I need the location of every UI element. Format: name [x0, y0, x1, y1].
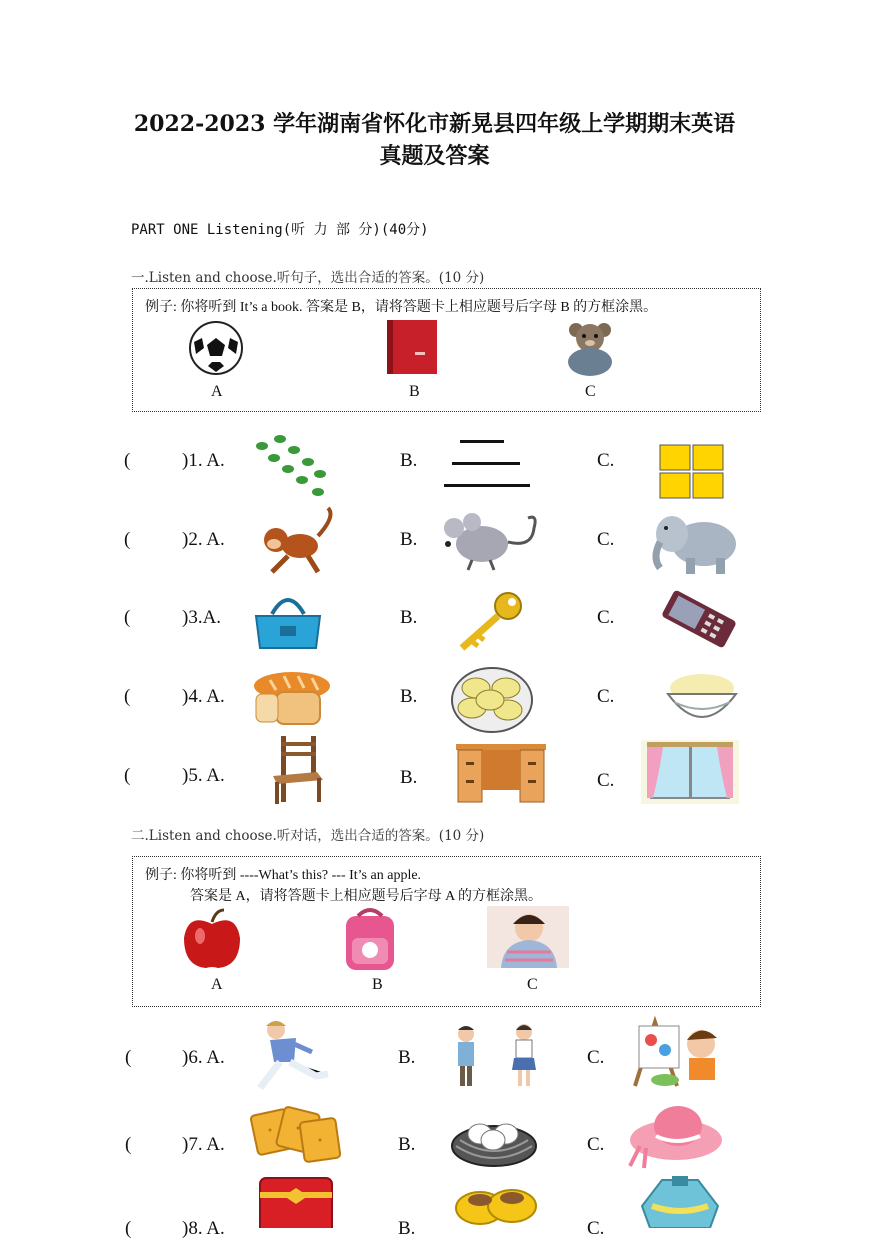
example1-label-c: C [585, 383, 596, 400]
book-image [385, 318, 439, 376]
answer-paren: ( [124, 607, 131, 628]
question-7-number: )7. A. [182, 1134, 225, 1155]
option-b-label: B. [400, 529, 418, 550]
answer-paren: ( [124, 765, 131, 786]
option-b-label: B. [400, 767, 418, 788]
baby-girl-image [487, 906, 569, 968]
sweater-image [638, 1176, 722, 1228]
example1-label-a: A [211, 383, 223, 400]
option-b-label: B. [400, 450, 418, 471]
handbag-image [250, 590, 326, 652]
option-c-label: C. [597, 529, 615, 550]
answer-paren: ( [125, 1218, 132, 1239]
question-4-number: )4. A. [182, 686, 225, 707]
window-image [641, 740, 739, 804]
example2-label-a: A [211, 976, 223, 993]
key-image [456, 590, 526, 654]
apple-image [180, 908, 244, 970]
section1-heading: 一.Listen and choose.听句子，选出合适的答案。(10 分) [131, 270, 485, 286]
question-2-number: )2. A. [182, 529, 225, 550]
option-b-label: B. [400, 686, 418, 707]
answer-paren: ( [124, 529, 131, 550]
option-c-label: C. [587, 1047, 605, 1068]
question-3-number: )3.A. [182, 607, 222, 628]
option-b-label: B. [398, 1134, 416, 1155]
question-6-number: )6. A. [182, 1047, 225, 1068]
desk-image [456, 744, 546, 804]
monkey-image [258, 506, 342, 576]
page-title-line2: 真题及答案 [379, 143, 490, 169]
example2-line2: 答案是 A，请将答题卡上相应题号后字母 A 的方框涂黑。 [190, 889, 542, 904]
option-b-label: B. [400, 607, 418, 628]
part-one-heading: PART ONE Listening(听 力 部 分)(40分) [131, 222, 429, 238]
option-c-label: C. [587, 1218, 605, 1239]
shoes-image [452, 1178, 540, 1228]
chair-image [265, 732, 331, 806]
elephant-image [646, 508, 746, 578]
example2-line1: 例子: 你将听到 ----What’s this? --- It’s an apple. [145, 868, 422, 883]
option-c-label: C. [597, 770, 615, 791]
option-c-label: C. [587, 1134, 605, 1155]
page-title-line1: 2022-2023 学年湖南省怀化市新晃县四年级上学期期末英语 [133, 111, 736, 137]
example-text: 例子: 你将听到 It’s a book. 答案是 B，请将答题卡上相应题号后字母 B 的方框涂黑。 [145, 300, 658, 315]
example2-label-b: B [372, 976, 383, 993]
answer-paren: ( [125, 1134, 132, 1155]
schoolbag-image [336, 908, 404, 972]
boy-painting-image [625, 1016, 733, 1090]
bread-image [250, 668, 338, 726]
teddy-bear-image [556, 318, 624, 376]
dumplings-image [450, 664, 534, 734]
eggs-in-nest-image [450, 1110, 538, 1168]
option-c-label: C. [597, 686, 615, 707]
section2-heading: 二.Listen and choose.听对话，选出合适的答案。(10 分) [131, 828, 485, 844]
option-b-label: B. [398, 1218, 416, 1239]
sun-hat-image [626, 1100, 726, 1170]
running-boy-image [250, 1018, 340, 1094]
example2-label-c: C [527, 976, 538, 993]
boy-and-girl-talking-image [448, 1020, 546, 1090]
option-b-label: B. [398, 1047, 416, 1068]
question-1-number: )1. A. [182, 450, 225, 471]
answer-paren: ( [124, 450, 131, 471]
question-8-number: )8. A. [182, 1218, 225, 1239]
green-dots-image [250, 432, 334, 500]
mobile-phone-image [656, 590, 742, 648]
soccer-ball-image [188, 320, 244, 376]
chinese-three-image [440, 436, 534, 492]
rice-bowl-image [664, 670, 740, 724]
red-gift-image [254, 1174, 338, 1228]
example1-label-b: B [409, 383, 420, 400]
option-c-label: C. [597, 607, 615, 628]
biscuits-image [250, 1102, 344, 1168]
four-squares-image [658, 443, 726, 501]
answer-paren: ( [124, 686, 131, 707]
option-c-label: C. [597, 450, 615, 471]
mouse-image [442, 508, 546, 574]
question-5-number: )5. A. [182, 765, 225, 786]
answer-paren: ( [125, 1047, 132, 1068]
